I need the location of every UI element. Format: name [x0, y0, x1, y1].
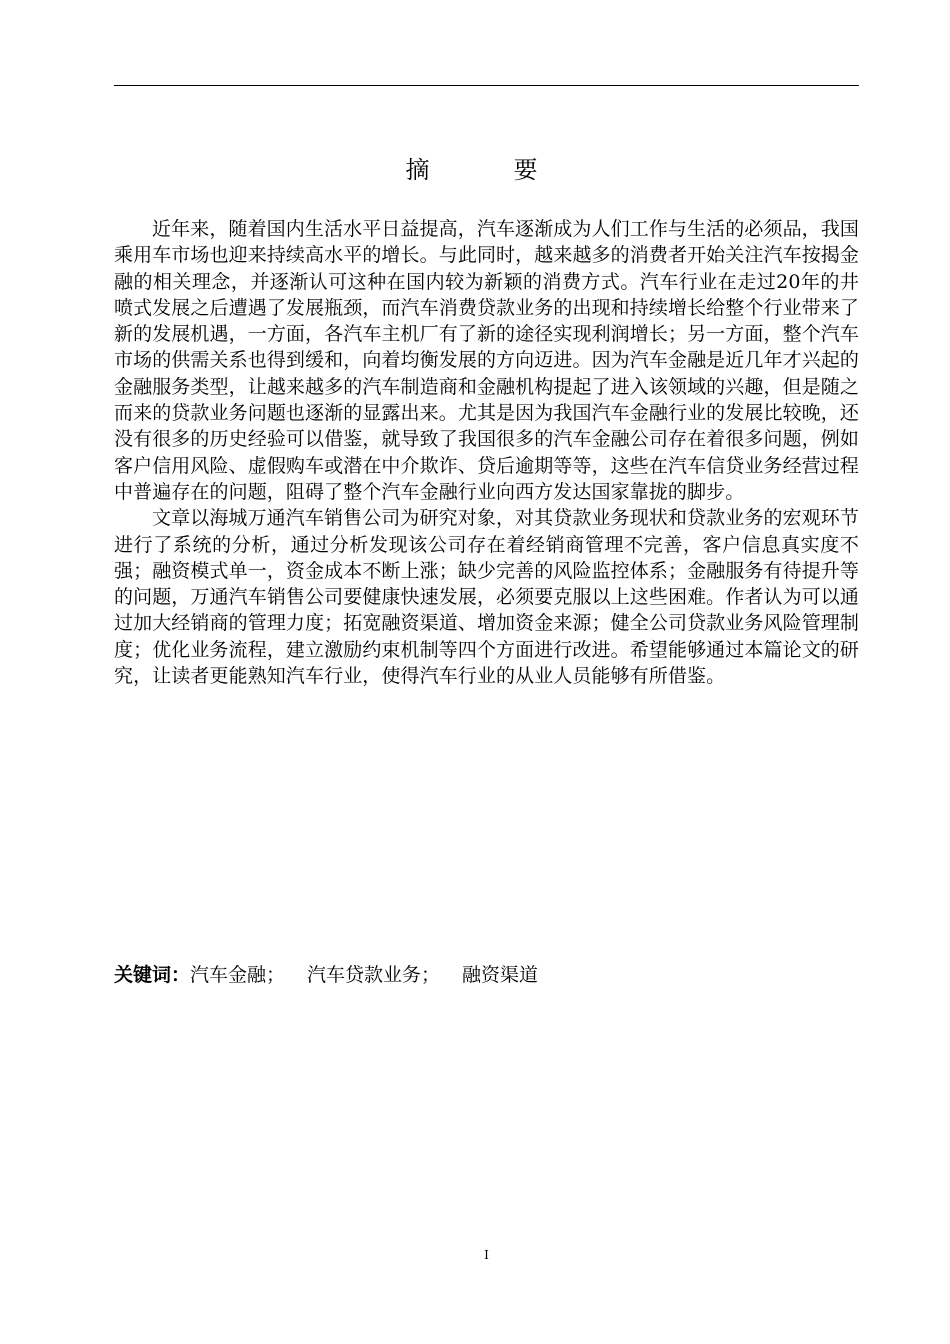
page-title: 摘 要 — [405, 156, 568, 184]
abstract-body — [114, 216, 859, 689]
abstract-paragraph-1: 近年来，随着国内生活水平日益提高，汽车逐渐成为人们工作与生活的必须品，我国乘用车市场也迎来持续高水平的增长。与此同时，越来越多的消费者开始关注汽车按揭金融的相关理念，并逐渐认可这种在国内较为新颖的消费方式。汽车行业在走过20年的井喷式发展之后遭遇了发展瓶颈，而汽车消费贷款业务的出现和持续增长给整个行业带来了新的发展机遇，一方面，各汽车主机厂有了新的途径实现利润增长；另一方面，整个汽车市场的供需关系也得到缓和，向着均衡发展的方向迈进。因为汽车金融是近几年才兴起的金融服务类型，让越来越多的汽车制造商和金融机构提起了进入该领域的兴趣，但是随之而来的贷款业务问题也逐渐的显露出来。尤其是因为我国汽车金融行业的发展比较晚，还没有很多的历史经验可以借鉴，就导致了我国很多的汽车金融公司存在着很多问题，例如客户信用风险、虚假购车或潜在中介欺诈、贷后逾期等等，这些在汽车信贷业务经营过程中普遍存在的问题，阻碍了整个汽车金融行业向西方发达国家靠拢的脚步。 — [114, 218, 859, 503]
keyword-item: 汽车金融； — [190, 964, 286, 986]
abstract-paragraph-2: 文章以海城万通汽车销售公司为研究对象，对其贷款业务现状和贷款业务的宏观环节进行了系统的分析，通过分析发现该公司存在着经销商管理不完善，客户信息真实度不强；融资模式单一，资金成本不断上涨；缺少完善的风险监控体系；金融服务有待提升等的问题，万通汽车销售公司要健康快速发展，必须要克服以上这些困难。作者认为可以通过加大经销商的管理力度；拓宽融资渠道、增加资金来源；健全公司贷款业务风险管理制度；优化业务流程，建立激励约束机制等四个方面进行改进。希望能够通过本篇论文的研究，让读者更能熟知汽车行业，使得汽车行业的从业人员能够有所借鉴。 — [114, 507, 859, 688]
page-number: I — [484, 1248, 489, 1262]
keyword-item: 汽车贷款业务； — [307, 964, 441, 986]
header-rule — [114, 85, 859, 86]
keywords-line — [114, 962, 859, 988]
keywords-label: 关键词： — [114, 964, 191, 986]
keyword-item: 融资渠道 — [462, 964, 539, 986]
